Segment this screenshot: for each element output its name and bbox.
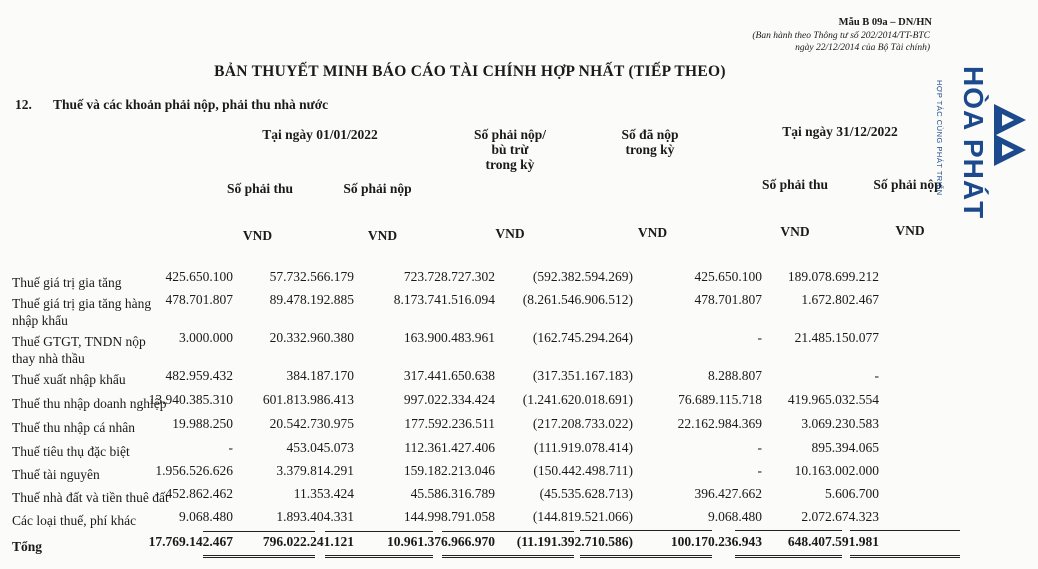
header-payable-opening: Số phải nộp — [343, 181, 412, 196]
cell-payable-opening: 20.332.960.380 — [269, 330, 354, 345]
cell-payable-closing: 2.072.674.323 — [801, 509, 879, 524]
cell-payable-closing: 21.485.150.077 — [794, 330, 879, 345]
total-double-rule — [735, 555, 842, 558]
total-rule — [203, 531, 315, 532]
cell-receivable-opening: - — [228, 440, 233, 455]
total-payable-closing: 648.407.591.981 — [787, 534, 879, 549]
header-opening-date: Tại ngày 01/01/2022 — [262, 127, 378, 142]
cell-receivable-opening: 482.959.432 — [165, 368, 233, 383]
cell-payable-opening: 453.045.073 — [286, 440, 354, 455]
cell-payable-opening: 601.813.986.413 — [262, 392, 354, 407]
cell-payable-opening: 20.542.730.975 — [269, 416, 354, 431]
cell-payable-closing: 189.078.699.212 — [787, 269, 879, 284]
row-label: Thuế thu nhập doanh nghiệp — [12, 396, 167, 411]
cell-payable-in-period: 163.900.483.961 — [403, 330, 495, 345]
cell-paid-in-period: (45.535.628.713) — [539, 486, 633, 501]
total-paid-in-period: (11.191.392.710.586) — [516, 534, 633, 549]
cell-payable-closing: - — [874, 368, 879, 383]
cell-receivable-opening: 3.000.000 — [179, 330, 233, 345]
cell-receivable-closing: 425.650.100 — [694, 269, 762, 284]
total-rule — [735, 530, 842, 531]
cell-receivable-closing: - — [757, 330, 762, 345]
section-title: Thuế và các khoản phải nộp, phải thu nhà nước — [53, 97, 329, 112]
total-rule — [850, 530, 960, 531]
header-receivable-opening: Số phải thu — [226, 181, 294, 196]
cell-receivable-closing: 478.701.807 — [694, 292, 762, 307]
unit-label: VND — [637, 225, 668, 240]
cell-paid-in-period: (150.442.498.711) — [533, 463, 633, 478]
unit-label: VND — [495, 226, 525, 241]
cell-payable-closing: 5.606.700 — [825, 486, 879, 501]
unit-label: VND — [242, 228, 273, 243]
cell-receivable-opening: 478.701.807 — [165, 292, 233, 307]
unit-label: VND — [367, 228, 398, 243]
total-rule — [442, 531, 574, 532]
cell-receivable-closing: - — [757, 440, 762, 455]
cell-paid-in-period: (217.208.733.022) — [532, 416, 633, 431]
total-double-rule — [325, 555, 433, 558]
form-code: Mẫu B 09a – DN/HN — [838, 17, 932, 28]
total-rule — [325, 531, 433, 532]
row-label: Thuế GTGT, TNDN nộp thay nhà thầu — [12, 334, 146, 366]
unit-label: VND — [780, 224, 810, 239]
cell-payable-in-period: 723.728.727.302 — [403, 269, 495, 284]
cell-paid-in-period: (317.351.167.183) — [532, 368, 633, 383]
cell-payable-opening: 57.732.566.179 — [269, 269, 354, 284]
total-double-rule — [850, 555, 960, 558]
cell-receivable-closing: - — [757, 463, 762, 478]
company-logo-subtitle: HỢP TÁC CÙNG PHÁT TRIỂN — [935, 80, 944, 196]
cell-receivable-opening: 425.650.100 — [165, 269, 233, 284]
cell-payable-opening: 384.187.170 — [286, 368, 354, 383]
cell-paid-in-period: (1.241.620.018.691) — [522, 392, 633, 407]
row-label: Các loại thuế, phí khác — [12, 513, 137, 528]
header-payable-closing: Số phải nộp — [873, 177, 942, 192]
cell-payable-closing: 419.965.032.554 — [787, 392, 879, 407]
row-label: Thuế xuất nhập khẩu — [12, 372, 126, 387]
total-label: Tổng — [12, 539, 43, 554]
unit-label: VND — [895, 223, 925, 238]
row-label: Thuế giá trị gia tăng hàng nhập khẩu — [12, 296, 152, 328]
row-label: Thuế tiêu thụ đặc biệt — [12, 444, 130, 459]
header-receivable-closing: Số phải thu — [761, 177, 829, 192]
total-payable-opening: 796.022.241.121 — [262, 534, 354, 549]
form-note: (Ban hành theo Thông tư số 202/2014/TT-BTC ngày 22/12/2014 của Bộ Tài chính) — [752, 31, 930, 53]
cell-receivable-closing: 22.162.984.369 — [677, 416, 762, 431]
cell-paid-in-period: (111.919.078.414) — [533, 440, 633, 455]
row-label: Thuế nhà đất và tiền thuê đất — [12, 490, 169, 505]
cell-payable-closing: 3.069.230.583 — [801, 416, 879, 431]
cell-payable-in-period: 8.173.741.516.094 — [393, 292, 495, 307]
cell-receivable-opening: 19.988.250 — [172, 416, 233, 431]
total-double-rule — [203, 555, 315, 558]
cell-payable-in-period: 45.586.316.789 — [410, 486, 495, 501]
header-payable-in-period: Số phải nộp/ bù trừ trong kỳ — [473, 127, 547, 172]
total-receivable-opening: 17.769.142.467 — [148, 534, 233, 549]
cell-payable-in-period: 177.592.236.511 — [404, 416, 495, 431]
cell-receivable-opening: 1.956.526.626 — [155, 463, 233, 478]
cell-receivable-closing: 8.288.807 — [708, 368, 762, 383]
total-receivable-closing: 100.170.236.943 — [670, 534, 762, 549]
cell-payable-opening: 11.353.424 — [293, 486, 354, 501]
cell-receivable-closing: 9.068.480 — [708, 509, 762, 524]
company-logo-name: HÒA PHÁT — [958, 66, 989, 220]
row-label: Thuế tài nguyên — [12, 467, 100, 482]
cell-payable-opening: 1.893.404.331 — [276, 509, 354, 524]
total-double-rule — [580, 555, 712, 558]
total-double-rule — [442, 555, 574, 558]
section-number: 12. — [15, 97, 32, 112]
cell-payable-in-period: 997.022.334.424 — [403, 392, 495, 407]
cell-payable-opening: 89.478.192.885 — [269, 292, 354, 307]
header-closing-date: Tại ngày 31/12/2022 — [782, 124, 898, 139]
cell-receivable-opening: 9.068.480 — [179, 509, 233, 524]
cell-paid-in-period: (144.819.521.066) — [532, 509, 633, 524]
cell-payable-closing: 10.163.002.000 — [794, 463, 879, 478]
cell-paid-in-period: (592.382.594.269) — [532, 269, 633, 284]
cell-receivable-opening: 13.940.385.310 — [148, 392, 233, 407]
cell-receivable-closing: 396.427.662 — [694, 486, 762, 501]
page-title: BẢN THUYẾT MINH BÁO CÁO TÀI CHÍNH HỢP NHẤT (TIẾP THEO) — [214, 63, 726, 80]
row-label: Thuế thu nhập cá nhân — [12, 420, 135, 435]
cell-payable-in-period: 159.182.213.046 — [403, 463, 495, 478]
row-label: Thuế giá trị gia tăng — [12, 275, 122, 290]
cell-payable-opening: 3.379.814.291 — [276, 463, 354, 478]
cell-paid-in-period: (8.261.546.906.512) — [522, 292, 633, 307]
logo-mark-icon — [990, 100, 1030, 170]
cell-payable-in-period: 317.441.650.638 — [403, 368, 495, 383]
cell-payable-closing: 1.672.802.467 — [801, 292, 879, 307]
cell-payable-in-period: 112.361.427.406 — [404, 440, 495, 455]
cell-payable-in-period: 144.998.791.058 — [403, 509, 495, 524]
cell-receivable-opening: 452.862.462 — [165, 486, 233, 501]
company-logo — [952, 66, 988, 226]
total-payable-in-period: 10.961.376.966.970 — [387, 534, 495, 549]
cell-paid-in-period: (162.745.294.264) — [532, 330, 633, 345]
total-rule — [580, 530, 712, 531]
cell-receivable-closing: 76.689.115.718 — [678, 392, 762, 407]
cell-payable-closing: 895.394.065 — [811, 440, 879, 455]
header-paid-in-period: Số đã nộp trong kỳ — [621, 127, 679, 157]
